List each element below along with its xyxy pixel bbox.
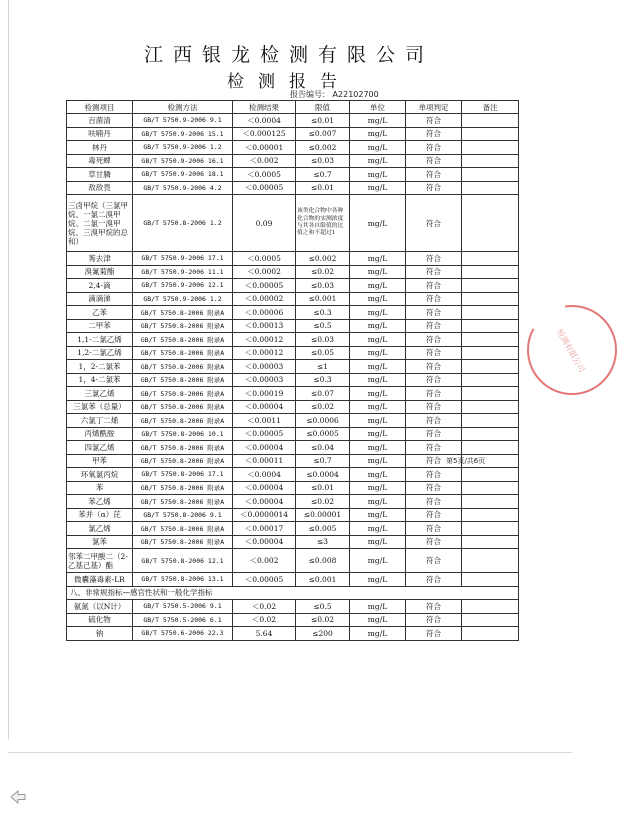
unit-cell: mg/L [350,400,406,414]
table-row [67,168,519,182]
method-cell: GB/T 5750.9-2006 15.1 [133,127,233,141]
results-body-2 [67,600,519,641]
limit-cell: ≤0.00001 [296,508,350,522]
note-cell [462,181,519,195]
table-row [67,279,519,293]
result-cell: ＜0.00004 [233,495,296,509]
column-header: 备注 [462,101,519,114]
verdict-cell: 符合 [406,373,462,387]
verdict-cell: 符合 [406,414,462,428]
limit-cell: ≤0.01 [296,181,350,195]
result-cell: ＜0.00005 [233,427,296,441]
method-cell: GB/T 5750.8-2006 附录A [133,387,233,401]
results-table [66,100,519,641]
item-name-cell: 苯并（α）芘 [67,508,133,522]
table-row [67,535,519,549]
limit-cell: ≤0.03 [296,279,350,293]
result-cell: ＜0.00004 [233,400,296,414]
result-cell: ＜0.00017 [233,522,296,536]
table-row [67,306,519,320]
verdict-cell: 符合 [406,154,462,168]
verdict-cell: 符合 [406,427,462,441]
item-name-cell: 三氯乙烯 [67,387,133,401]
result-cell: ＜0.00005 [233,181,296,195]
method-cell: GB/T 5750.5-2006 9.1 [133,600,233,614]
item-name-cell: 四氯乙烯 [67,441,133,455]
table-row [67,154,519,168]
result-cell: ＜0.000125 [233,127,296,141]
column-header: 单项判定 [406,101,462,114]
result-cell: ＜0.00013 [233,319,296,333]
note-cell [462,306,519,320]
item-name-cell: 氨氮（以N计） [67,600,133,614]
unit-cell: mg/L [350,373,406,387]
note-cell [462,127,519,141]
result-cell: ＜0.0004 [233,114,296,128]
verdict-cell: 符合 [406,265,462,279]
unit-cell: mg/L [350,114,406,128]
table-row [67,573,519,587]
item-name-cell: 2,4-滴 [67,279,133,293]
limit-cell: ≤0.02 [296,613,350,627]
verdict-cell: 符合 [406,522,462,536]
result-cell: ＜0.00012 [233,333,296,347]
method-cell: GB/T 5750.8-2006 附录A [133,346,233,360]
limit-cell: ≤0.007 [296,127,350,141]
unit-cell: mg/L [350,265,406,279]
official-seal [522,300,622,400]
note-cell [462,613,519,627]
item-name-cell: 邻苯二甲酸二（2-乙基己基）酯 [67,549,133,573]
result-cell: ＜0.00004 [233,481,296,495]
verdict-cell: 符合 [406,600,462,614]
limit-cell: ≤0.05 [296,346,350,360]
result-cell: 0.09 [233,195,296,252]
result-cell: ＜0.0005 [233,168,296,182]
item-name-cell: 1,2-二氯乙烯 [67,346,133,360]
item-name-cell: 1，4-二氯苯 [67,373,133,387]
method-cell: GB/T 5750.5-2006 6.1 [133,613,233,627]
limit-cell: ≤1 [296,360,350,374]
column-header: 检测项目 [67,101,133,114]
note-cell [462,441,519,455]
table-row [67,508,519,522]
result-cell: ＜0.00002 [233,292,296,306]
limit-cell: ≤0.3 [296,373,350,387]
column-header: 限值 [296,101,350,114]
note-cell [462,360,519,374]
method-cell: GB/T 5750.8-2006 附录A [133,333,233,347]
result-cell: ＜0.0005 [233,252,296,266]
verdict-cell: 符合 [406,114,462,128]
verdict-cell: 符合 [406,195,462,252]
verdict-cell: 符合 [406,292,462,306]
page-number: 第5页/共6页 [446,457,486,465]
item-name-cell: 苯 [67,481,133,495]
item-name-cell: 硫化物 [67,613,133,627]
report-title: 检测报告 [227,72,351,92]
result-cell: ＜0.00005 [233,279,296,293]
method-cell: GB/T 5750.9-2006 1.2 [133,141,233,155]
result-cell: ＜0.00006 [233,306,296,320]
verdict-cell: 符合 [406,508,462,522]
item-name-cell: 二甲苯 [67,319,133,333]
method-cell: GB/T 5750.8-2006 附录A [133,454,233,468]
note-cell [462,414,519,428]
unit-cell: mg/L [350,360,406,374]
limit-cell: ≤0.7 [296,168,350,182]
item-name-cell: 呋喃丹 [67,127,133,141]
verdict-cell: 符合 [406,252,462,266]
unit-cell: mg/L [350,600,406,614]
item-name-cell: 敌敌畏 [67,181,133,195]
table-row [67,373,519,387]
verdict-cell: 符合 [406,346,462,360]
table-row [67,427,519,441]
result-cell: ＜0.0004 [233,468,296,482]
table-row [67,495,519,509]
limit-cell: ≤0.001 [296,573,350,587]
table-row [67,387,519,401]
verdict-cell: 符合 [406,360,462,374]
method-cell: GB/T 5750.6-2006 22.3 [133,627,233,641]
method-cell: GB/T 5750.9-2006 17.1 [133,252,233,266]
unit-cell: mg/L [350,333,406,347]
unit-cell: mg/L [350,319,406,333]
limit-cell: ≤0.5 [296,319,350,333]
result-cell: ＜0.00004 [233,535,296,549]
result-cell: ＜0.002 [233,154,296,168]
item-name-cell: 氯苯 [67,535,133,549]
method-cell: GB/T 5750.9-2006 9.1 [133,114,233,128]
note-cell [462,400,519,414]
note-cell [462,427,519,441]
verdict-cell: 符合 [406,181,462,195]
result-cell: ＜0.0000014 [233,508,296,522]
method-cell: GB/T 5750.8-2006 附录A [133,441,233,455]
limit-cell: ≤0.02 [296,265,350,279]
table-row [67,360,519,374]
verdict-cell: 符合 [406,306,462,320]
method-cell: GB/T 5750.8-2006 9.1 [133,508,233,522]
table-row [67,481,519,495]
unit-cell: mg/L [350,346,406,360]
note-cell [462,265,519,279]
result-cell: ＜0.00011 [233,454,296,468]
method-cell: GB/T 5750.8-2006 17.1 [133,468,233,482]
method-cell: GB/T 5750.9-2006 4.2 [133,181,233,195]
method-cell: GB/T 5750.8-2006 附录A [133,495,233,509]
unit-cell: mg/L [350,252,406,266]
method-cell: GB/T 5750.8-2006 附录A [133,319,233,333]
verdict-cell: 符合 [406,279,462,293]
limit-cell: ≤0.02 [296,495,350,509]
table-row [67,522,519,536]
unit-cell: mg/L [350,481,406,495]
item-name-cell: 乙苯 [67,306,133,320]
unit-cell: mg/L [350,168,406,182]
column-header: 单位 [350,101,406,114]
unit-cell: mg/L [350,127,406,141]
limit-cell: ≤0.0004 [296,468,350,482]
note-cell [462,168,519,182]
unit-cell: mg/L [350,468,406,482]
unit-cell: mg/L [350,549,406,573]
limit-cell: ≤0.001 [296,292,350,306]
unit-cell: mg/L [350,427,406,441]
note-cell [462,279,519,293]
limit-cell: ≤0.3 [296,306,350,320]
verdict-cell: 符合 [406,495,462,509]
result-cell: ＜0.00001 [233,141,296,155]
item-name-cell: 1,1-二氯乙烯 [67,333,133,347]
method-cell: GB/T 5750.9-2006 16.1 [133,154,233,168]
verdict-cell: 符合 [406,387,462,401]
item-name-cell: 毒死蜱 [67,154,133,168]
method-cell: GB/T 5750.8-2006 附录A [133,360,233,374]
verdict-cell: 符合 [406,573,462,587]
note-cell [462,346,519,360]
verdict-cell: 符合 [406,549,462,573]
limit-cell: ≤0.03 [296,154,350,168]
result-cell: ＜0.00019 [233,387,296,401]
note-cell [462,292,519,306]
result-cell: ＜0.002 [233,549,296,573]
method-cell: GB/T 5750.8-2006 13.1 [133,573,233,587]
limit-cell: ≤0.002 [296,252,350,266]
item-name-cell: 溴氰菊酯 [67,265,133,279]
method-cell: GB/T 5750.8-2006 12.1 [133,549,233,573]
limit-cell: ≤0.005 [296,522,350,536]
limit-cell: ≤0.0005 [296,427,350,441]
method-cell: GB/T 5750.8-2006 1.2 [133,195,233,252]
item-name-cell: 三卤甲烷（三氯甲烷、一氯二溴甲烷、二氯一溴甲烷、三溴甲烷的总和） [67,195,133,252]
verdict-cell: 符合 [406,613,462,627]
item-name-cell: 丙烯酰胺 [67,427,133,441]
note-cell [462,508,519,522]
method-cell: GB/T 5750.9-2006 18.1 [133,168,233,182]
method-cell: GB/T 5750.8-2006 附录A [133,481,233,495]
note-cell [462,627,519,641]
report-number: 报告编号： A22102700 [290,90,379,99]
method-cell: GB/T 5750.8-2006 附录A [133,535,233,549]
table-row [67,468,519,482]
verdict-cell: 符合 [406,400,462,414]
item-name-cell: 钠 [67,627,133,641]
svg-text:检测有限公司: 检测有限公司 [554,327,587,374]
note-cell [462,573,519,587]
item-name-cell: 氯乙烯 [67,522,133,536]
limit-cell: ≤0.002 [296,141,350,155]
unit-cell: mg/L [350,154,406,168]
column-header: 检测方法 [133,101,233,114]
table-row [67,627,519,641]
note-cell [462,141,519,155]
section-body [67,586,519,600]
unit-cell: mg/L [350,279,406,293]
item-name-cell: 莠去津 [67,252,133,266]
note-cell [462,195,519,252]
item-name-cell: 林丹 [67,141,133,155]
item-name-cell: 草甘膦 [67,168,133,182]
verdict-cell: 符合 [406,127,462,141]
verdict-cell: 符合 [406,454,462,468]
page-left-edge [8,0,9,740]
limit-cell: ≤0.5 [296,600,350,614]
table-row [67,195,519,252]
limit-cell: ≤0.03 [296,333,350,347]
note-cell [462,535,519,549]
result-cell: 5.64 [233,627,296,641]
limit-cell: ≤0.01 [296,481,350,495]
verdict-cell: 符合 [406,319,462,333]
method-cell: GB/T 5750.9-2006 12.1 [133,279,233,293]
unit-cell: mg/L [350,535,406,549]
result-cell: ＜0.00004 [233,441,296,455]
result-cell: ＜0.02 [233,613,296,627]
method-cell: GB/T 5750.8-2006 附录A [133,306,233,320]
note-cell [462,252,519,266]
table-row [67,400,519,414]
result-cell: ＜0.0011 [233,414,296,428]
note-cell [462,549,519,573]
verdict-cell: 符合 [406,441,462,455]
item-name-cell: 六氯丁二烯 [67,414,133,428]
result-cell: ＜0.00003 [233,360,296,374]
unit-cell: mg/L [350,454,406,468]
item-name-cell: 三氯苯（总量） [67,400,133,414]
item-name-cell: 苯乙烯 [67,495,133,509]
method-cell: GB/T 5750.9-2006 1.2 [133,292,233,306]
limit-cell: ≤0.02 [296,400,350,414]
unit-cell: mg/L [350,387,406,401]
verdict-cell: 符合 [406,627,462,641]
unit-cell: mg/L [350,292,406,306]
column-header: 检测结果 [233,101,296,114]
unit-cell: mg/L [350,306,406,320]
item-name-cell: 环氧氯丙烷 [67,468,133,482]
limit-cell: ≤0.04 [296,441,350,455]
back-arrow-icon[interactable] [10,790,26,804]
unit-cell: mg/L [350,508,406,522]
verdict-cell: 符合 [406,141,462,155]
result-cell: ＜0.02 [233,600,296,614]
note-cell [462,468,519,482]
method-cell: GB/T 5750.8-2006 10.1 [133,427,233,441]
limit-cell: ≤200 [296,627,350,641]
limit-cell: ≤0.07 [296,387,350,401]
table-row [67,292,519,306]
note-cell [462,373,519,387]
unit-cell: mg/L [350,414,406,428]
result-cell: ＜0.0002 [233,265,296,279]
item-name-cell: 甲苯 [67,454,133,468]
note-cell [462,114,519,128]
section-row [67,586,519,600]
unit-cell: mg/L [350,195,406,252]
note-cell [462,495,519,509]
limit-cell: ≤0.7 [296,454,350,468]
note-cell [462,154,519,168]
method-cell: GB/T 5750.9-2006 11.1 [133,265,233,279]
method-cell: GB/T 5750.8-2006 附录A [133,373,233,387]
unit-cell: mg/L [350,573,406,587]
note-cell [462,481,519,495]
page-bottom-edge [8,752,572,753]
table-row [67,549,519,573]
method-cell: GB/T 5750.8-2006 附录A [133,414,233,428]
table-row [67,114,519,128]
table-row [67,613,519,627]
note-cell [462,522,519,536]
verdict-cell: 符合 [406,468,462,482]
table-row [67,252,519,266]
table-row [67,141,519,155]
verdict-cell: 符合 [406,333,462,347]
method-cell: GB/T 5750.8-2006 附录A [133,522,233,536]
unit-cell: mg/L [350,627,406,641]
verdict-cell: 符合 [406,535,462,549]
unit-cell: mg/L [350,141,406,155]
limit-cell: ≤0.008 [296,549,350,573]
table-row [67,181,519,195]
result-cell: ＜0.00012 [233,346,296,360]
table-row [67,600,519,614]
method-cell: GB/T 5750.8-2006 附录A [133,400,233,414]
section-label: 八、非常规指标—感官性状和一般化学指标 [67,586,519,600]
unit-cell: mg/L [350,495,406,509]
item-name-cell: 微囊藻毒素-LR [67,573,133,587]
limit-cell: ≤0.0006 [296,414,350,428]
verdict-cell: 符合 [406,168,462,182]
verdict-cell: 符合 [406,481,462,495]
item-name-cell: 百菌清 [67,114,133,128]
note-cell [462,333,519,347]
table-row [67,441,519,455]
table-row [67,346,519,360]
table-row [67,127,519,141]
note-cell [462,600,519,614]
table-row [67,414,519,428]
results-body [67,114,519,587]
result-cell: ＜0.00005 [233,573,296,587]
result-cell: ＜0.00003 [233,373,296,387]
unit-cell: mg/L [350,613,406,627]
table-header-row [67,101,519,114]
table-row [67,265,519,279]
item-name-cell: 1，2-二氯苯 [67,360,133,374]
limit-cell: ≤3 [296,535,350,549]
note-cell [462,387,519,401]
unit-cell: mg/L [350,441,406,455]
unit-cell: mg/L [350,181,406,195]
limit-cell: 该类化合物中各种化合物的实测浓度与其各自限值的比值之和不超过1 [296,195,350,252]
company-name: 江西银龙检测有限公司 [143,44,434,66]
item-name-cell: 滴滴涕 [67,292,133,306]
table-row [67,319,519,333]
table-row [67,333,519,347]
limit-cell: ≤0.01 [296,114,350,128]
unit-cell: mg/L [350,522,406,536]
note-cell [462,319,519,333]
